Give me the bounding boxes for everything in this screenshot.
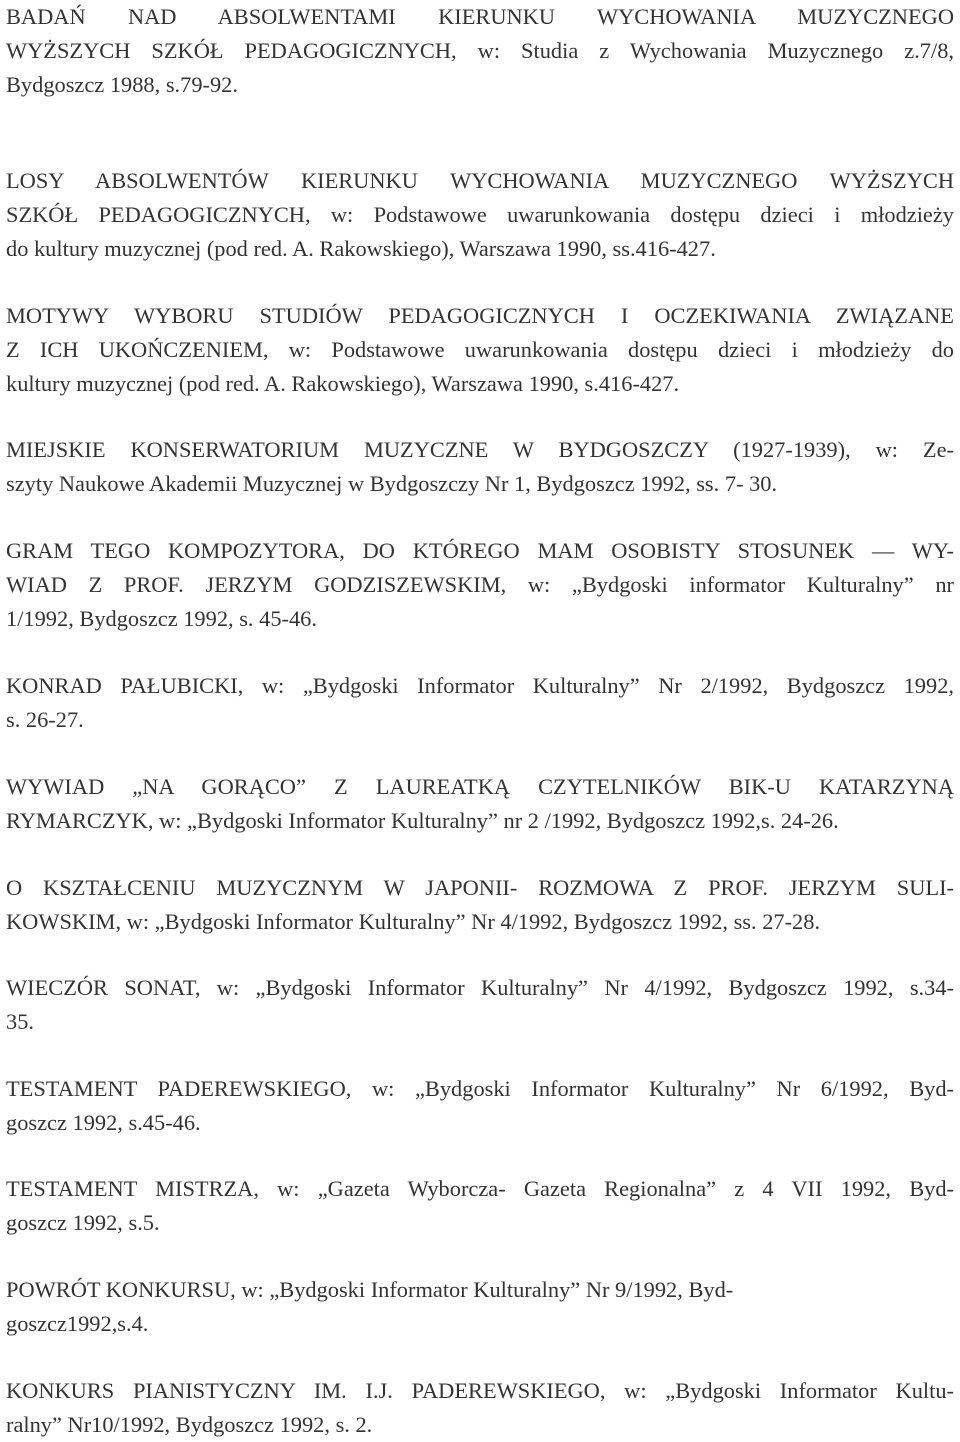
entry-line: goszcz 1992, s.45-46. bbox=[6, 1110, 201, 1135]
entry-line: WYWIAD „NA GORĄCO” Z LAUREATKĄ CZYTELNIKÓW BIK-U KATARZYNĄ bbox=[6, 774, 954, 799]
entry-line: O KSZTAŁCENIU MUZYCZNYM W JAPONII- ROZMOWA Z PROF. JERZYM SULI- bbox=[6, 875, 954, 900]
bibliography-entry bbox=[6, 164, 954, 266]
bibliography-entry bbox=[6, 1374, 954, 1442]
bibliography-entry bbox=[6, 534, 954, 636]
entry-line: KOWSKIM, w: „Bydgoski Informator Kulturalny” Nr 4/1992, Bydgoszcz 1992, ss. 27-28. bbox=[6, 909, 821, 934]
entry-line: goszcz1992,s.4. bbox=[6, 1311, 149, 1336]
entry-line: KONRAD PAŁUBICKI, w: „Bydgoski Informator Kulturalny” Nr 2/1992, Bydgoszcz 1992, bbox=[6, 673, 954, 698]
entry-line: TESTAMENT MISTRZA, w: „Gazeta Wyborcza- Gazeta Regionalna” z 4 VII 1992, Byd- bbox=[6, 1176, 954, 1201]
bibliography-entry bbox=[6, 971, 954, 1039]
entry-line: MIEJSKIE KONSERWATORIUM MUZYCZNE W BYDGOSZCZY (1927-1939), w: Ze- bbox=[6, 437, 954, 462]
entry-line: 1/1992, Bydgoszcz 1992, s. 45-46. bbox=[6, 606, 317, 631]
bibliography-entry bbox=[6, 1273, 954, 1341]
bibliography-entry bbox=[6, 433, 954, 501]
entry-line: SZKÓŁ PEDAGOGICZNYCH, w: Podstawowe uwarunkowania dostępu dzieci i młodzieży bbox=[6, 202, 954, 227]
bibliography-entry bbox=[6, 0, 954, 102]
entry-line: s. 26-27. bbox=[6, 707, 84, 732]
bibliography-entry bbox=[6, 1172, 954, 1240]
entry-line: WIECZÓR SONAT, w: „Bydgoski Informator Kulturalny” Nr 4/1992, Bydgoszcz 1992, s.34- bbox=[6, 975, 954, 1000]
entry-line: WIAD Z PROF. JERZYM GODZISZEWSKIM, w: „Bydgoski informator Kulturalny” nr bbox=[6, 572, 954, 597]
entry-line: BADAŃ NAD ABSOLWENTAMI KIERUNKU WYCHOWANIA MUZYCZNEGO bbox=[6, 4, 954, 29]
entry-line: 35. bbox=[6, 1009, 34, 1034]
entry-line: Bydgoszcz 1988, s.79-92. bbox=[6, 72, 238, 97]
bibliography-entry bbox=[6, 299, 954, 401]
bibliography-entry bbox=[6, 669, 954, 737]
entry-line: MOTYWY WYBORU STUDIÓW PEDAGOGICZNYCH I OCZEKIWANIA ZWIĄZANE bbox=[6, 303, 954, 328]
entry-line: goszcz 1992, s.5. bbox=[6, 1210, 160, 1235]
entry-line: Z ICH UKOŃCZENIEM, w: Podstawowe uwarunkowania dostępu dzieci i młodzieży do bbox=[6, 337, 954, 362]
entry-line: do kultury muzycznej (pod red. A. Rakowskiego), Warszawa 1990, ss.416-427. bbox=[6, 236, 716, 261]
entry-line: ralny” Nr10/1992, Bydgoszcz 1992, s. 2. bbox=[6, 1412, 373, 1437]
entry-line: RYMARCZYK, w: „Bydgoski Informator Kulturalny” nr 2 /1992, Bydgoszcz 1992,s. 24-26. bbox=[6, 808, 839, 833]
bibliography-entry bbox=[6, 770, 954, 838]
bibliography-entry bbox=[6, 871, 954, 939]
entry-line: WYŻSZYCH SZKÓŁ PEDAGOGICZNYCH, w: Studia z Wychowania Muzycznego z.7/8, bbox=[6, 38, 954, 63]
entry-line: szyty Naukowe Akademii Muzycznej w Bydgoszczy Nr 1, Bydgoszcz 1992, ss. 7- 30. bbox=[6, 471, 778, 496]
bibliography-entry bbox=[6, 1072, 954, 1140]
entry-line: TESTAMENT PADEREWSKIEGO, w: „Bydgoski Informator Kulturalny” Nr 6/1992, Byd- bbox=[6, 1076, 954, 1101]
entry-line: POWRÓT KONKURSU, w: „Bydgoski Informator Kulturalny” Nr 9/1992, Byd- bbox=[6, 1277, 734, 1302]
entry-line: LOSY ABSOLWENTÓW KIERUNKU WYCHOWANIA MUZYCZNEGO WYŻSZYCH bbox=[6, 168, 954, 193]
entry-line: kultury muzycznej (pod red. A. Rakowskiego), Warszawa 1990, s.416-427. bbox=[6, 371, 680, 396]
entry-line: GRAM TEGO KOMPOZYTORA, DO KTÓREGO MAM OSOBISTY STOSUNEK — WY- bbox=[6, 538, 954, 563]
entry-line: KONKURS PIANISTYCZNY IM. I.J. PADEREWSKIEGO, w: „Bydgoski Informator Kultu- bbox=[6, 1378, 954, 1403]
